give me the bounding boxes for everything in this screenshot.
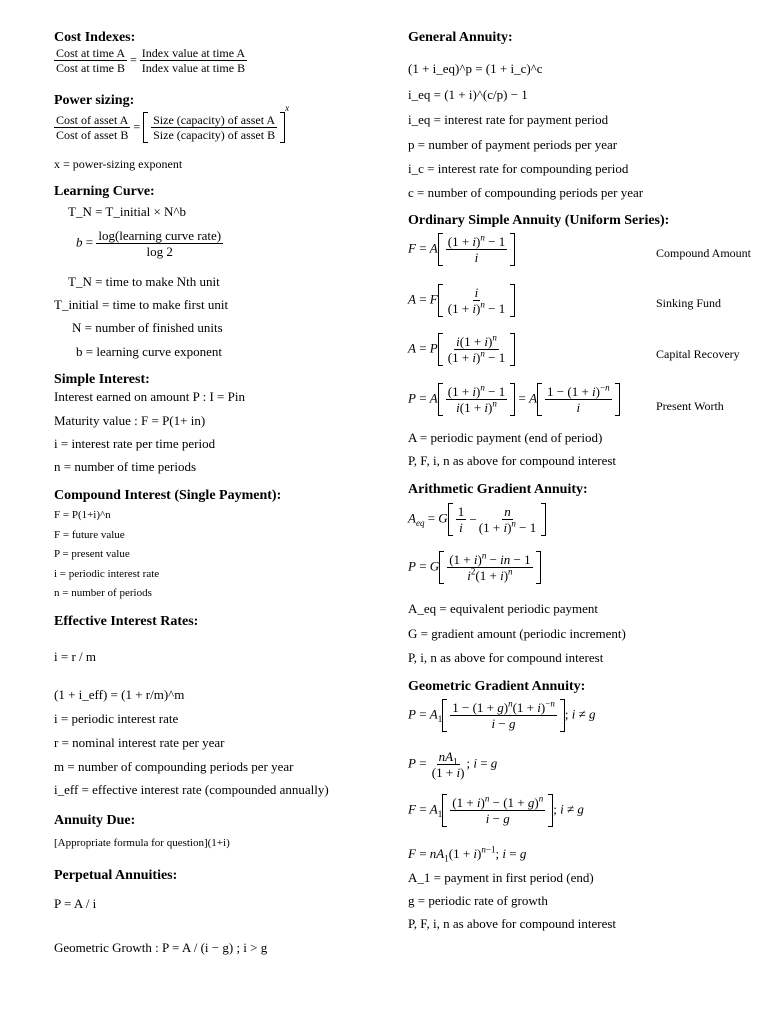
geometric-gradient-eq2: P = $\frac{nA_1}{(1 + i)}$ ; i = g <box>408 749 498 780</box>
capital-recovery-formula: A = P $i(1 + i)^n$ $(1 + i)^n - 1$ <box>408 333 515 366</box>
effective-interest-def-ieff: i_eff = effective interest rate (compounded annually) <box>54 782 329 797</box>
general-annuity-heading: General Annuity: <box>408 30 513 45</box>
compound-interest-def-f: F = future value <box>54 529 125 541</box>
simple-interest-def-i: i = interest rate per time period <box>54 436 216 451</box>
effective-interest-def-r: r = nominal interest rate per year <box>54 735 225 750</box>
geometric-gradient-def-g: g = periodic rate of growth <box>408 893 548 908</box>
compound-interest-heading: Compound Interest (Single Payment): <box>54 488 282 503</box>
effective-interest-def-m: m = number of compounding periods per year <box>54 759 294 774</box>
power-sizing-def-x: x = power-sizing exponent <box>54 157 183 171</box>
learning-curve-def-b: b = learning curve exponent <box>76 344 222 359</box>
compound-interest-def-n: n = number of periods <box>54 587 152 599</box>
geometric-gradient-eq1: $P = A_1$ $1 - (1 + g)^n(1 + i)^{-n}$ i − g ; i ≠ g <box>408 698 596 731</box>
arithmetic-gradient-heading: Arithmetic Gradient Annuity: <box>408 482 588 497</box>
sinking-fund-formula: A = F i $(1 + i)^n - 1$ <box>408 284 515 317</box>
label-compound-amount: Compound Amount <box>656 246 752 260</box>
simple-interest-heading: Simple Interest: <box>54 372 150 387</box>
cost-indexes-heading: Cost Indexes: <box>54 30 136 45</box>
geometric-gradient-def-a1: A_1 = payment in first period (end) <box>408 870 594 885</box>
geometric-gradient-eq4: $F = nA_1(1 + i)^{n-1}$; i = g <box>408 844 527 864</box>
arithmetic-gradient-eq2: P = G $(1 + i)^n$ − in − 1 $i^2(1 + i)^n$ <box>408 551 541 584</box>
effective-interest-eq1: i = r / m <box>54 649 96 664</box>
general-annuity-eq1: (1 + i_eq)^p = (1 + i_c)^c <box>408 61 543 76</box>
learning-curve-def-tinit: T_initial = time to make first unit <box>54 297 229 312</box>
label-capital-recovery: Capital Recovery <box>656 347 740 361</box>
compound-interest-eq: F = P(1+i)^n <box>54 509 111 521</box>
compound-interest-def-p: P = present value <box>54 548 130 560</box>
simple-interest-def-n: n = number of time periods <box>54 459 196 474</box>
perpetual-heading: Perpetual Annuities: <box>54 868 178 883</box>
geometric-gradient-heading: Geometric Gradient Annuity: <box>408 679 586 694</box>
annuity-due-text: [Appropriate formula for question](1+i) <box>54 837 230 849</box>
general-annuity-def-c: c = number of compounding periods per year <box>408 185 644 200</box>
learning-curve-heading: Learning Curve: <box>54 184 155 199</box>
cost-indexes-formula: Cost at time A Cost at time B = Index value at time A Index value at time B <box>56 46 246 75</box>
general-annuity-def-ieq: i_eq = interest rate for payment period <box>408 112 609 127</box>
effective-interest-eq2: (1 + i_eff) = (1 + r/m)^m <box>54 687 185 702</box>
learning-curve-def-n: N = number of finished units <box>72 320 223 335</box>
geometric-gradient-def-pfin: P, F, i, n as above for compound interest <box>408 916 617 931</box>
learning-curve-eq2: b = log(learning curve rate) log 2 <box>76 228 222 259</box>
label-present-worth: Present Worth <box>656 399 724 413</box>
compound-amount-formula: F = A $(1 + i)^n - 1$ i <box>408 233 515 266</box>
learning-curve-def-tn: T_N = time to make Nth unit <box>68 274 220 289</box>
geometric-gradient-eq3: $F = A_1$ $(1 + i)^n - (1 + g)^n$ i − g ; i ≠ g <box>408 793 584 826</box>
general-annuity-def-ic: i_c = interest rate for compounding period <box>408 161 629 176</box>
learning-curve-eq1: T_N = T_initial × N^b <box>68 204 187 219</box>
power-sizing-formula: Cost of asset A Cost of asset B = Size (capacity) of asset A Size (capacity) of asset B $^x$ <box>56 103 290 142</box>
present-worth-formula: P = A $(1 + i)^n - 1$ $i(1 + i)^n$ = A $1 - (1 + i)^{-n}$ i <box>408 383 620 416</box>
arithmetic-gradient-def-g: G = gradient amount (periodic increment) <box>408 626 626 641</box>
general-annuity-def-p: p = number of payment periods per year <box>408 137 618 152</box>
simple-interest-line2: Maturity value : F = P(1+ in) <box>54 413 206 428</box>
compound-interest-def-i: i = periodic interest rate <box>54 568 160 580</box>
label-sinking-fund: Sinking Fund <box>656 296 722 310</box>
annuity-due-heading: Annuity Due: <box>54 813 136 828</box>
ordinary-annuity-heading: Ordinary Simple Annuity (Uniform Series): <box>408 213 670 228</box>
general-annuity-eq2: i_eq = (1 + i)^(c/p) − 1 <box>408 87 528 102</box>
power-sizing-heading: Power sizing: <box>54 93 135 108</box>
ordinary-annuity-def-a: A = periodic payment (end of period) <box>408 430 603 445</box>
effective-interest-heading: Effective Interest Rates: <box>54 614 199 629</box>
perpetual-eq1: P = A / i <box>54 896 97 911</box>
ordinary-annuity-def-pfin: P, F, i, n as above for compound interest <box>408 453 617 468</box>
arithmetic-gradient-eq1: $A_{eq} = G$ 1 i − n $(1 + i)^n - 1$ <box>408 503 546 536</box>
simple-interest-line1: Interest earned on amount P : I = Pin <box>54 389 245 404</box>
arithmetic-gradient-def-aeq: A_eq = equivalent periodic payment <box>408 601 598 616</box>
effective-interest-def-i: i = periodic interest rate <box>54 711 179 726</box>
perpetual-eq2: Geometric Growth : P = A / (i − g) ; i > g <box>54 940 268 955</box>
arithmetic-gradient-def-pin: P, i, n as above for compound interest <box>408 650 604 665</box>
